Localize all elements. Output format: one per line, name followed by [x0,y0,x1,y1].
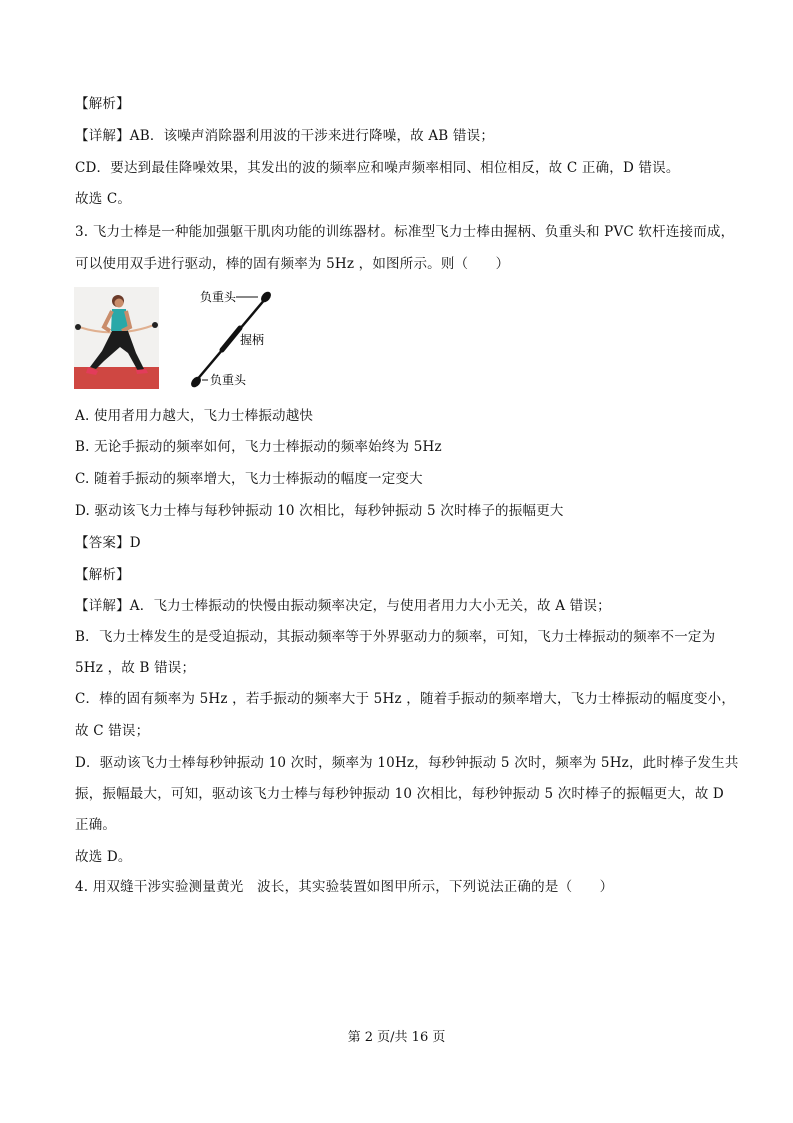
detail-d-2: 振，振幅最大，可知，驱动该飞力士棒与每秒钟振动 10 次相比，每秒钟振动 5 次时棒子的振幅更大，故 D [75,786,724,802]
detail-b-2: 5Hz ，故 B 错误； [75,660,196,676]
detail-d-3: 正确。 [75,817,117,833]
page-footer: 第 2 页/共 16 页 [347,1030,446,1045]
option-d: D. 驱动该飞力士棒与每秒钟振动 10 次相比，每秒钟振动 5 次时棒子的振幅更大 [75,503,564,519]
flexi-bar-svg [180,286,280,394]
label-handle: 握柄 [240,333,265,347]
q3-stem-2: 可以使用双手进行驱动，棒的固有频率为 5Hz ，如图所示。则（ ） [75,256,510,272]
option-c: C. 随着手振动的频率增大，飞力士棒振动的幅度一定变大 [75,471,423,487]
flexi-bar-diagram [180,286,280,394]
choice-d: 故选 D。 [75,849,132,865]
q3-stem-1: 3. 飞力士棒是一种能加强躯干肌肉功能的训练器材。标准型飞力士棒由握柄、负重头和 PVC 软杆连接而成， [75,224,735,240]
woman-with-flexi-bar-image [74,287,159,389]
detail-d-1: D．驱动该飞力士棒每秒钟振动 10 次时，频率为 10Hz，每秒钟振动 5 次时，频率为 5Hz，此时棒子发生共 [75,755,739,771]
detail-cd: CD．要达到最佳降噪效果，其发出的波的频率应和噪声频率相同、相位相反，故 C 正确，D 错误。 [75,160,680,176]
label-top-weight: 负重头 [200,290,237,304]
detail-c-2: 故 C 错误； [75,723,150,739]
option-b: B. 无论手振动的频率如何，飞力士棒振动的频率始终为 5Hz [75,439,442,455]
q4-stem: 4. 用双缝干涉实验测量黄光 波长，其实验装置如图甲所示，下列说法正确的是（ ） [75,879,614,895]
choice-c: 故选 C。 [75,191,132,207]
detail-b-1: B．飞力士棒发生的是受迫振动，其振动频率等于外界驱动力的频率，可知，飞力士棒振动的频率不一定为 [75,629,716,645]
detail-a: 【详解】A．飞力士棒振动的快慢由振动频率决定，与使用者用力大小无关，故 A 错误； [75,598,611,614]
detail-ab: 【详解】AB．该噪声消除器利用波的干涉来进行降噪，故 AB 错误； [75,128,495,144]
option-a: A. 使用者用力越大，飞力士棒振动越快 [75,408,314,424]
analysis-heading: 【解析】 [75,96,130,112]
analysis-heading-2: 【解析】 [75,567,130,583]
answer: 【答案】D [75,535,141,551]
exercise-photo [74,287,159,389]
detail-c-1: C．棒的固有频率为 5Hz ，若手振动的频率大于 5Hz ，随着手振动的频率增大，飞力士棒振动的幅度变小， [75,691,736,707]
handle-grip [222,328,240,350]
label-bottom-weight: 负重头 [210,373,247,387]
